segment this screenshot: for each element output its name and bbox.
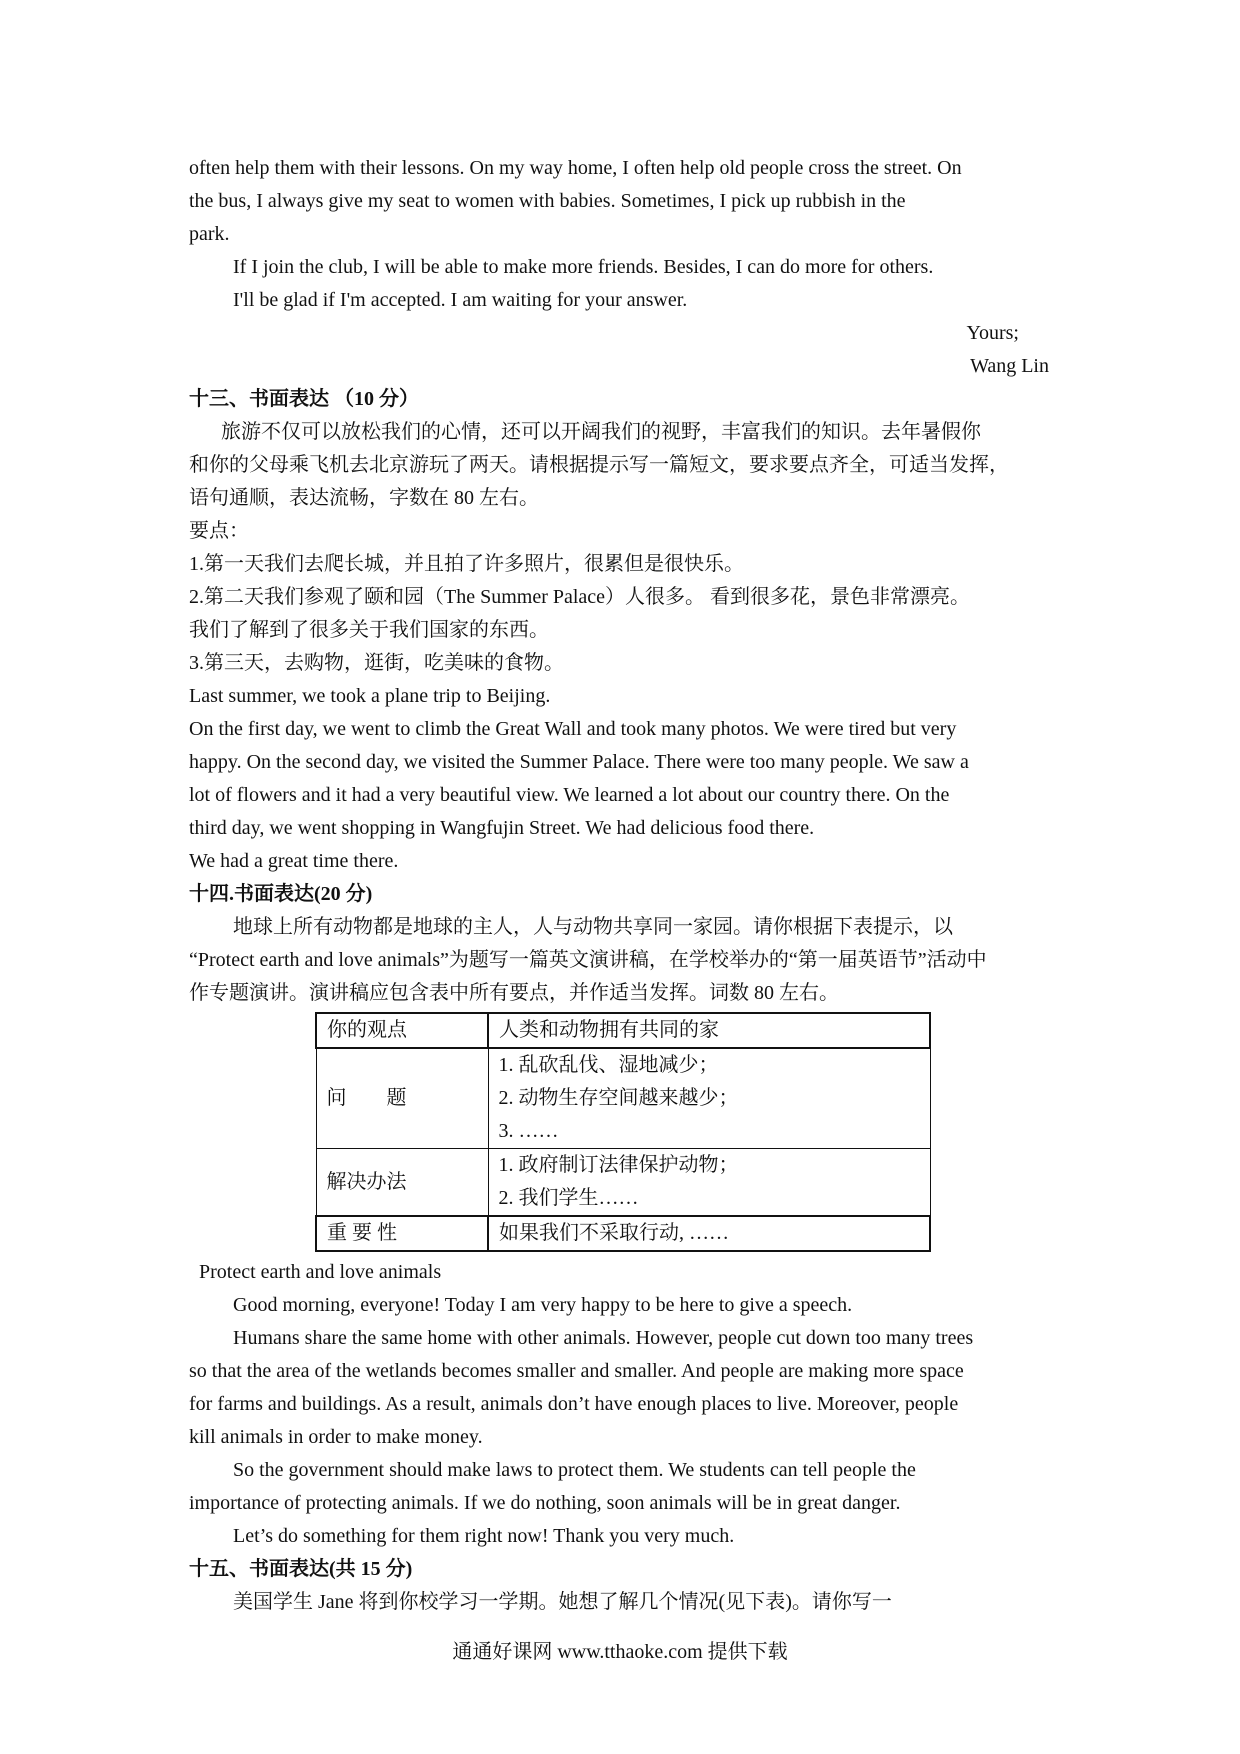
section-14-heading: 十四.书面表达(20 分) [189,883,373,905]
speech-line: so that the area of the wetlands becomes smaller and smaller. And people are making more space [189,1360,964,1382]
table-cell-key: 问 题 [316,1048,488,1149]
speech-paragraph: Let’s do something for them right now! Thank you very much. [233,1525,735,1547]
table-cell-value: 如果我们不采取行动, …… [488,1216,930,1251]
letter-signature: Wang Lin [970,355,1049,377]
section-14-prompt-line: “Protect earth and love animals”为题写一篇英文演讲稿，在学校举办的“第一届英语节”活动中 [189,949,987,971]
speech-line: importance of protecting animals. If we do nothing, soon animals will be in great danger. [189,1492,901,1514]
table-row [316,1048,930,1149]
table-row [316,1013,930,1048]
section-13-prompt-line: 语句通顺，表达流畅，字数在 80 左右。 [189,487,539,509]
table-cell-line: 1. 乱砍乱伐、湿地减少； [498,1054,719,1076]
section-13-heading: 十三、书面表达 （10 分） [189,388,419,410]
speech-paragraph: So the government should make laws to protect them. We students can tell people the [233,1459,916,1481]
section-13-point: 2.第二天我们参观了颐和园（The Summer Palace）人很多。 看到很多花，景色非常漂亮。 [189,586,971,608]
table-cell-line: 2. 我们学生…… [498,1187,639,1209]
speech-line: for farms and buildings. As a result, animals don’t have enough places to live. Moreover, people [189,1393,959,1415]
table-cell-value [488,1048,930,1149]
section-15-prompt-line: 美国学生 Jane 将到你校学习一学期。她想了解几个情况(见下表)。请你写一 [233,1591,892,1613]
letter-line: the bus, I always give my seat to women with babies. Sometimes, I pick up rubbish in the [189,190,906,212]
key-points-table [315,1012,931,1252]
section-13-answer-line: Last summer, we took a plane trip to Beijing. [189,685,551,707]
section-13-answer-line: We had a great time there. [189,850,399,872]
letter-paragraph: I'll be glad if I'm accepted. I am waiting for your answer. [233,289,688,311]
table-cell-key: 你的观点 [316,1013,488,1048]
table-row [316,1149,930,1217]
table-cell-key: 重 要 性 [316,1216,488,1251]
table-cell-line: 3. …… [498,1120,559,1142]
section-13-answer-line: third day, we went shopping in Wangfujin Street. We had delicious food there. [189,817,815,839]
letter-line: park. [189,223,230,245]
table-cell-line: 2. 动物生存空间越来越少； [498,1087,739,1109]
table-cell-key: 解决办法 [316,1149,488,1217]
table-cell-line: 1. 政府制订法律保护动物； [498,1154,739,1176]
section-13-answer-line: On the first day, we went to climb the Great Wall and took many photos. We were tired but very [189,718,957,740]
table-row [316,1216,930,1251]
section-13-point: 我们了解到了很多关于我们国家的东西。 [189,619,549,641]
table-cell-value: 人类和动物拥有共同的家 [488,1013,930,1048]
speech-line: kill animals in order to make money. [189,1426,483,1448]
section-15-heading: 十五、书面表达(共 15 分) [189,1558,413,1580]
section-14-prompt-line: 地球上所有动物都是地球的主人，人与动物共享同一家园。请你根据下表提示，以 [233,916,953,938]
section-13-prompt-line: 和你的父母乘飞机去北京游玩了两天。请根据提示写一篇短文，要求要点齐全，可适当发挥， [189,454,1009,476]
letter-closing: Yours; [966,322,1019,344]
section-14-prompt-line: 作专题演讲。演讲稿应包含表中所有要点，并作适当发挥。词数 80 左右。 [189,982,839,1004]
section-13-point: 1.第一天我们去爬长城，并且拍了许多照片，很累但是很快乐。 [189,553,744,575]
speech-title: Protect earth and love animals [199,1261,442,1283]
content-column [189,152,1059,1619]
speech-paragraph: Humans share the same home with other animals. However, people cut down too many trees [233,1327,974,1349]
section-13-points-label: 要点： [189,520,249,542]
letter-paragraph: If I join the club, I will be able to make more friends. Besides, I can do more for others. [233,256,934,278]
section-13-point: 3.第三天，去购物，逛街，吃美味的食物。 [189,652,564,674]
section-13-answer-line: happy. On the second day, we visited the Summer Palace. There were too many people. We saw a [189,751,969,773]
speech-paragraph: Good morning, everyone! Today I am very happy to be here to give a speech. [233,1294,853,1316]
page-footer: 通通好课网 www.tthaoke.com 提供下载 [452,1641,788,1663]
section-13-answer-line: lot of flowers and it had a very beautiful view. We learned a lot about our country there. On the [189,784,950,806]
section-13-prompt-line: 旅游不仅可以放松我们的心情，还可以开阔我们的视野，丰富我们的知识。去年暑假你 [221,421,981,443]
letter-line: often help them with their lessons. On my way home, I often help old people cross the street. On [189,157,962,179]
table-cell-value [488,1149,930,1217]
